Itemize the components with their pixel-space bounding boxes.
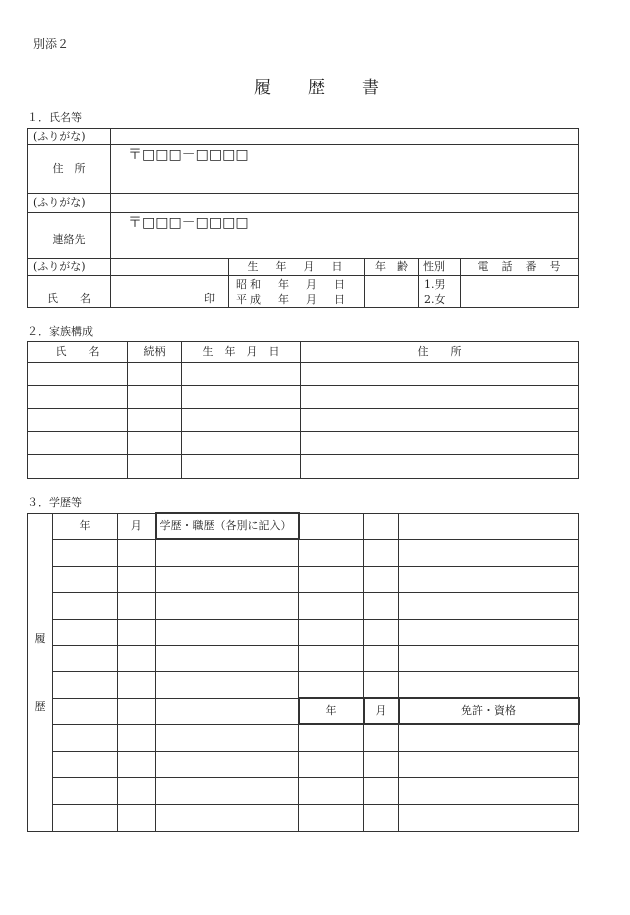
- section-history-label: ３．学歴等: [27, 496, 82, 509]
- history-month-cell: [118, 751, 156, 777]
- table-row: [28, 432, 579, 455]
- history-detail-cell-right: [399, 539, 579, 566]
- history-detail-cell: [156, 777, 299, 804]
- history-month-cell: [118, 804, 156, 831]
- history-year-cell-right: [299, 513, 364, 539]
- table-row: [28, 566, 579, 592]
- family-relation-cell: [128, 455, 182, 479]
- license-qualification-cell: [399, 777, 579, 804]
- history-month-cell-right: [364, 566, 399, 592]
- contact-label: 連絡先: [28, 213, 111, 259]
- history-header-row: [28, 513, 579, 539]
- history-detail-cell: [156, 804, 299, 831]
- license-qualification-header: 免許・資格: [399, 698, 579, 724]
- contact-furigana-label: (ふりがな): [28, 194, 111, 213]
- section-personal-label: １．氏名等: [27, 111, 82, 124]
- history-year-cell: [53, 645, 118, 671]
- contact-furigana-field: [111, 194, 579, 213]
- history-year-cell: [53, 698, 118, 724]
- family-address-cell: [301, 455, 579, 479]
- history-month-cell: [118, 698, 156, 724]
- section-family-label: ２．家族構成: [27, 325, 93, 338]
- history-year-cell: [53, 566, 118, 592]
- history-detail-cell-right: [399, 671, 579, 698]
- history-year-cell: [53, 592, 118, 619]
- birthdate-showa: 昭和 年 月 日: [236, 278, 348, 291]
- history-year-cell-right: [299, 671, 364, 698]
- table-row: [28, 777, 579, 804]
- history-detail-cell: [156, 619, 299, 645]
- license-qualification-cell: [399, 724, 579, 751]
- name-furigana-field: [111, 259, 229, 276]
- birthdate-field: [229, 276, 365, 308]
- history-detail-cell: [156, 539, 299, 566]
- license-month-cell: [364, 724, 399, 751]
- table-row: [28, 619, 579, 645]
- personal-info-table: [27, 128, 579, 308]
- family-birthdate-header: 生 年 月 日: [182, 342, 301, 363]
- address-postal-code: 〒□□□－□□□□: [128, 147, 249, 163]
- history-year-cell: [53, 777, 118, 804]
- family-relation-cell: [128, 363, 182, 386]
- history-detail-cell: [156, 724, 299, 751]
- table-row: [28, 592, 579, 619]
- history-detail-cell: [156, 671, 299, 698]
- address-field: [111, 145, 579, 194]
- history-detail-cell-right: [399, 566, 579, 592]
- family-name-header: 氏 名: [28, 342, 128, 363]
- history-detail-cell-right: [399, 592, 579, 619]
- history-side-label: [28, 513, 53, 831]
- history-detail-cell: [156, 566, 299, 592]
- table-row: [28, 645, 579, 671]
- license-year-cell: [299, 751, 364, 777]
- family-relation-cell: [128, 432, 182, 455]
- license-year-header: 年: [299, 698, 364, 724]
- history-year-cell-right: [299, 539, 364, 566]
- table-row: [28, 539, 579, 566]
- family-name-cell: [28, 409, 128, 432]
- phone-field: [461, 276, 579, 308]
- seal-mark: 印: [204, 292, 215, 305]
- license-qualification-cell: [399, 804, 579, 831]
- family-relation-cell: [128, 409, 182, 432]
- contact-postal-code: 〒□□□－□□□□: [128, 215, 249, 231]
- history-year-cell-right: [299, 592, 364, 619]
- license-qualification-cell: [399, 751, 579, 777]
- address-label: 住 所: [28, 145, 111, 194]
- history-month-cell-right: [364, 619, 399, 645]
- history-month-cell-right: [364, 539, 399, 566]
- history-year-cell-right: [299, 619, 364, 645]
- gender-male: 1.男: [424, 278, 446, 291]
- history-year-cell: [53, 804, 118, 831]
- address-furigana-label: (ふりがな): [28, 129, 111, 145]
- age-header: 年 齢: [365, 259, 419, 276]
- family-address-cell: [301, 432, 579, 455]
- name-label: 氏 名: [28, 276, 111, 308]
- history-detail-cell: [156, 698, 299, 724]
- family-birthdate-cell: [182, 363, 301, 386]
- gender-field: [419, 276, 461, 308]
- history-month-cell-right: [364, 645, 399, 671]
- table-row: [28, 671, 579, 698]
- family-relation-header: 続柄: [128, 342, 182, 363]
- history-month-cell: [118, 777, 156, 804]
- side-label-top: 履: [34, 631, 46, 645]
- history-month-cell: [118, 671, 156, 698]
- family-name-cell: [28, 386, 128, 409]
- license-month-cell: [364, 777, 399, 804]
- family-header-row: [28, 342, 579, 363]
- birthdate-heisei: 平成 年 月 日: [236, 293, 348, 306]
- family-relation-cell: [128, 386, 182, 409]
- history-year-cell-right: [299, 645, 364, 671]
- family-address-cell: [301, 386, 579, 409]
- history-year-cell: [53, 539, 118, 566]
- history-month-cell: [118, 566, 156, 592]
- history-detail-cell: [156, 751, 299, 777]
- family-address-header: 住 所: [301, 342, 579, 363]
- family-name-cell: [28, 363, 128, 386]
- license-year-cell: [299, 724, 364, 751]
- history-year-cell-right: [299, 566, 364, 592]
- table-row: [28, 455, 579, 479]
- family-birthdate-cell: [182, 432, 301, 455]
- gender-header: 性別: [419, 259, 461, 276]
- license-header-row: [28, 698, 579, 724]
- family-table: [27, 341, 579, 479]
- history-year-cell: [53, 619, 118, 645]
- license-month-cell: [364, 751, 399, 777]
- family-birthdate-cell: [182, 409, 301, 432]
- family-birthdate-cell: [182, 386, 301, 409]
- address-furigana-field: [111, 129, 579, 145]
- history-year-cell: [53, 751, 118, 777]
- history-month-header: 月: [118, 513, 156, 539]
- license-month-cell: [364, 804, 399, 831]
- family-address-cell: [301, 363, 579, 386]
- birthdate-header: 生 年 月 日: [229, 259, 365, 276]
- history-year-cell: [53, 671, 118, 698]
- attachment-label: 別添２: [33, 37, 70, 51]
- table-row: [28, 363, 579, 386]
- history-detail-cell-right: [399, 619, 579, 645]
- gender-female: 2.女: [424, 293, 446, 306]
- license-year-cell: [299, 777, 364, 804]
- side-label-bottom: 歴: [34, 699, 46, 713]
- history-education-header: 学歴・職歴（各別に記入）: [156, 513, 299, 539]
- history-month-cell-right: [364, 592, 399, 619]
- history-month-cell-right: [364, 671, 399, 698]
- family-birthdate-cell: [182, 455, 301, 479]
- name-field: [111, 276, 229, 308]
- history-detail-cell: [156, 645, 299, 671]
- family-name-cell: [28, 455, 128, 479]
- history-month-cell: [118, 724, 156, 751]
- history-month-cell: [118, 539, 156, 566]
- history-year-header: 年: [53, 513, 118, 539]
- family-address-cell: [301, 409, 579, 432]
- history-month-cell: [118, 592, 156, 619]
- table-row: [28, 804, 579, 831]
- table-row: [28, 386, 579, 409]
- history-year-cell: [53, 724, 118, 751]
- contact-field: [111, 213, 579, 259]
- license-month-header: 月: [364, 698, 399, 724]
- family-name-cell: [28, 432, 128, 455]
- document-title: 履 歴 書: [254, 78, 389, 98]
- phone-header: 電 話 番 号: [461, 259, 579, 276]
- license-year-cell: [299, 804, 364, 831]
- history-detail-cell-right: [399, 513, 579, 539]
- history-month-cell: [118, 645, 156, 671]
- name-furigana-label: (ふりがな): [28, 259, 111, 276]
- age-field: [365, 276, 419, 308]
- history-month-cell: [118, 619, 156, 645]
- table-row: [28, 409, 579, 432]
- history-detail-cell: [156, 592, 299, 619]
- history-table: [27, 512, 580, 832]
- history-month-cell-right: [364, 513, 399, 539]
- history-detail-cell-right: [399, 645, 579, 671]
- table-row: [28, 751, 579, 777]
- table-row: [28, 724, 579, 751]
